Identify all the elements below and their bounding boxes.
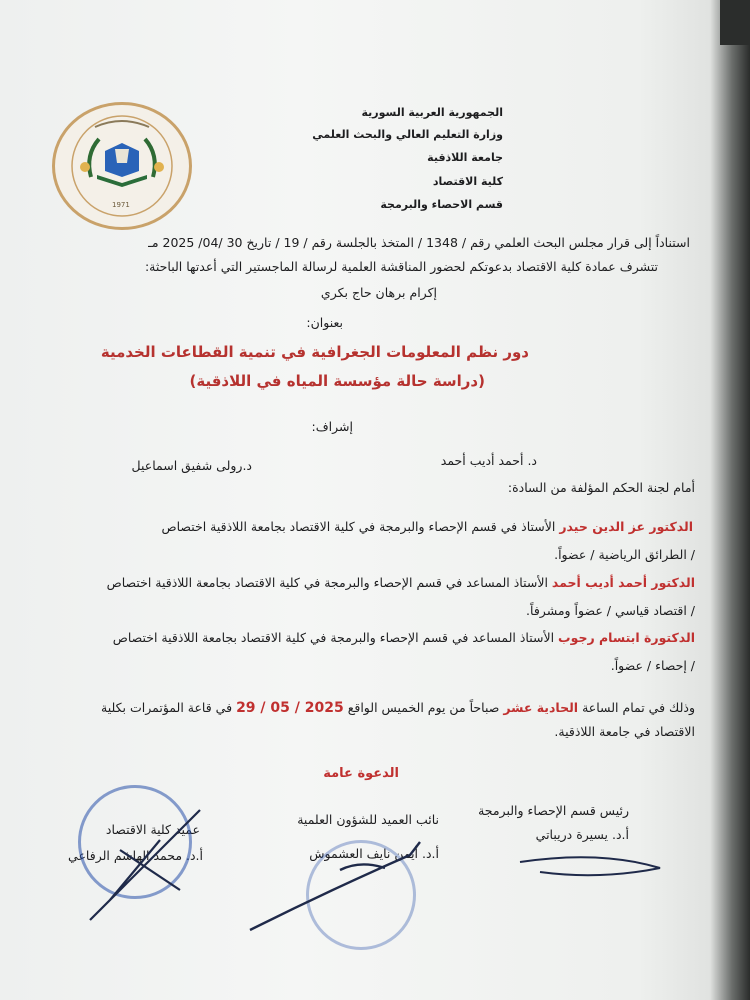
signature-name-vice-dean: أ.د. أيمن نايف العشموش <box>309 846 439 861</box>
thesis-subtitle: (دراسة حالة مؤسسة المياه في اللاذقية) <box>189 372 485 390</box>
signature-role-department-head: رئيس قسم الإحصاء والبرمجة <box>478 803 629 818</box>
committee-intro: أمام لجنة الحكم المؤلفة من السادة: <box>507 480 695 495</box>
schedule-prefix: وذلك في تمام الساعة <box>582 700 695 715</box>
member-specialty: / اقتصاد قياسي / عضواً ومشرفاً. <box>526 603 695 618</box>
committee-member <box>161 519 693 534</box>
supervisor-secondary: د.رولى شفيق اسماعيل <box>131 458 252 473</box>
header-university: جامعة اللاذقية <box>427 151 503 164</box>
invitation-text: تتشرف عمادة كلية الاقتصاد بدعوتكم لحضور المناقشة العلمية لرسالة الماجستير التي أعدتها الباحثة: <box>144 259 658 274</box>
signature-role-vice-dean: نائب العميد للشؤون العلمية <box>297 812 439 827</box>
researcher-name: إكرام برهان حاج بكري <box>320 285 437 300</box>
faculty-stamp <box>306 840 416 950</box>
header-ministry: وزارة التعليم العالي والبحث العلمي <box>312 128 503 141</box>
public-invitation-note: الدعوة عامة <box>323 766 399 781</box>
signature-name-dean: أ.د. محمد الهاشم الرفاعي <box>68 848 203 863</box>
member-specialty: / الطرائق الرياضية / عضواً. <box>554 547 695 562</box>
member-name: الدكتورة ابتسام رجوب <box>558 630 695 645</box>
member-name: الدكتور عز الدين حيدر <box>559 519 693 534</box>
schedule-venue-line2: الاقتصاد في جامعة اللاذقية. <box>554 724 695 739</box>
logo-year: 1971 <box>112 201 130 209</box>
header-department: قسم الاحصاء والبرمجة <box>380 198 503 211</box>
committee-member <box>107 575 695 590</box>
signature-name-department-head: أ.د. يسيرة دريباتي <box>535 827 629 842</box>
schedule-hour: الحادية عشر <box>503 700 579 715</box>
supervision-label: إشراف: <box>311 419 353 434</box>
schedule-day: صباحاً من يوم الخميس الواقع <box>347 700 500 715</box>
university-logo <box>52 102 192 230</box>
member-title: الأستاذ المساعد في قسم الإحصاء والبرمجة في كلية الاقتصاد بجامعة اللاذقية اختصاص <box>112 630 555 645</box>
member-title: الأستاذ المساعد في قسم الإحصاء والبرمجة في كلية الاقتصاد بجامعة اللاذقية اختصاص <box>106 575 548 590</box>
title-label: بعنوان: <box>306 315 343 330</box>
header-country: الجمهورية العربية السورية <box>361 106 503 119</box>
member-name: الدكتور أحمد أديب أحمد <box>551 575 695 590</box>
schedule-line <box>101 700 695 716</box>
schedule-venue: في قاعة المؤتمرات بكلية <box>101 700 233 715</box>
member-specialty: / إحصاء / عضواً. <box>610 658 695 673</box>
header-faculty: كلية الاقتصاد <box>432 175 503 188</box>
schedule-date: 29 / 05 / 2025 <box>236 700 344 716</box>
signature-role-dean: عميد كلية الاقتصاد <box>105 822 200 837</box>
dean-office-stamp <box>78 785 192 899</box>
committee-member <box>113 630 695 645</box>
thesis-title: دور نظم المعلومات الجغرافية في تنمية القطاعات الخدمية <box>100 343 529 361</box>
member-title: الأستاذ في قسم الإحصاء والبرمجة في كلية الاقتصاد بجامعة اللاذقية اختصاص <box>161 519 556 534</box>
supervisor-primary: د. أحمد أديب أحمد <box>440 453 537 468</box>
decision-reference: استناداً إلى قرار مجلس البحث العلمي رقم / 1348 / المتخذ بالجلسة رقم / 19 / تاريخ 30 /04/ 2025 مـ <box>148 235 690 250</box>
